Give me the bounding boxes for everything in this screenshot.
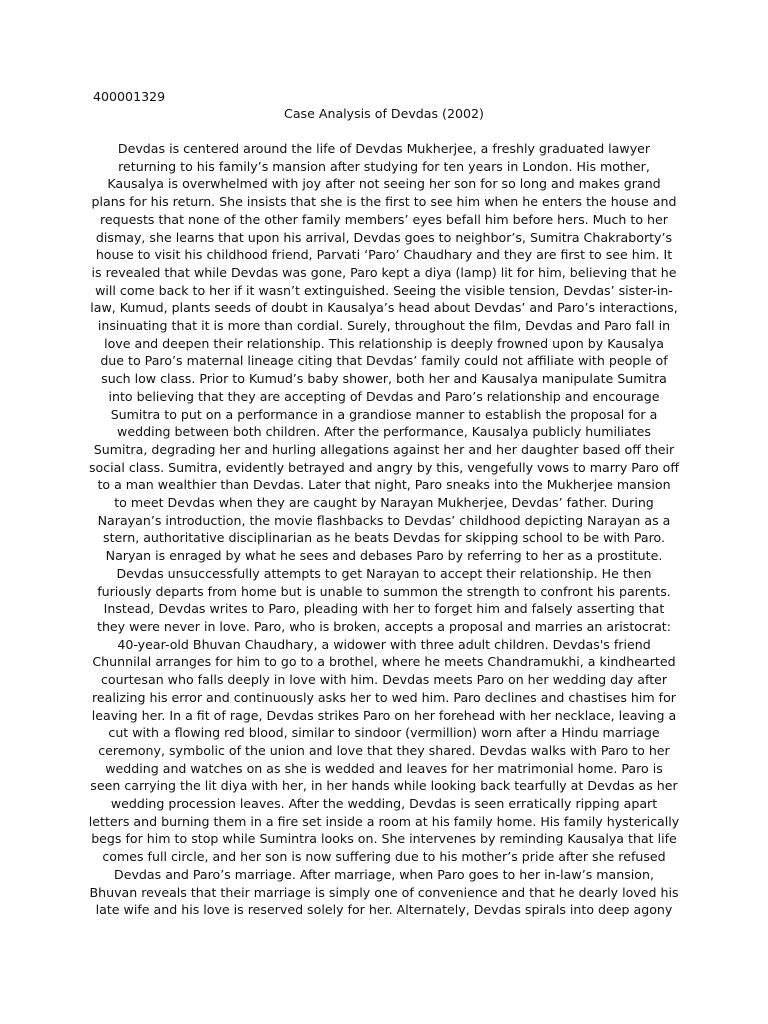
body-line: wedding between both children. After the performance, Kausalya publicly humiliates — [117, 424, 651, 440]
body-line: stern, authoritative disciplinarian as he beats Devdas for skipping school to be with Paro. — [103, 530, 665, 546]
body-line: furiously departs from home but is unable to summon the strength to confront his parents. — [97, 583, 671, 599]
body-line: to a man wealthier than Devdas. Later that night, Paro sneaks into the Mukherjee mansion — [97, 477, 671, 493]
body-line: returning to his family’s mansion after studying for ten years in London. His mother, — [118, 158, 650, 174]
body-line: wedding procession leaves. After the wedding, Devdas is seen erratically ripping apart — [110, 796, 658, 812]
body-line: ceremony, symbolic of the union and love that they shared. Devdas walks with Paro to her — [98, 742, 670, 758]
body-line: will come back to her if it wasn’t extinguished. Seeing the visible tension, Devdas’ sister-in- — [95, 282, 673, 298]
body-line: Devdas unsuccessfully attempts to get Narayan to accept their relationship. He then — [116, 565, 652, 581]
body-line: love and deepen their relationship. This relationship is deeply frowned upon by Kausalya — [104, 335, 664, 351]
body-line: courtesan who falls deeply in love with him. Devdas meets Paro on her wedding day after — [100, 672, 668, 688]
body-line: to meet Devdas when they are caught by Narayan Mukherjee, Devdas’ father. During — [114, 495, 654, 511]
body-line: Sumitra, degrading her and hurling allegations against her and her daughter based off their — [93, 441, 675, 457]
body-line: such low class. Prior to Kumud’s baby shower, both her and Kausalya manipulate Sumitra — [101, 371, 667, 387]
body-line: dismay, she learns that upon his arrival, Devdas goes to neighbor’s, Sumitra Chakraborty’s — [95, 229, 673, 245]
body-line: realizing his error and continuously asks her to wed him. Paro declines and chastises him for — [92, 689, 676, 705]
body-line: Instead, Devdas writes to Paro, pleading with her to forget him and falsely asserting that — [103, 601, 665, 617]
body-line: letters and burning them in a fire set inside a room at his family home. His family hysterically — [88, 813, 680, 829]
body-line: due to Paro’s maternal lineage citing that Devdas’ family could not affiliate with people of — [100, 353, 668, 369]
body-line: Kausalya is overwhelmed with joy after not seeing her son for so long and makes grand — [107, 176, 661, 192]
body-line: they were never in love. Paro, who is broken, accepts a proposal and marries an aristocrat: — [97, 618, 671, 634]
body-paragraph — [80, 140, 688, 919]
body-line: Narayan’s introduction, the movie flashbacks to Devdas’ childhood depicting Narayan as a — [97, 512, 671, 528]
body-line: comes full circle, and her son is now suffering due to his mother’s pride after she refused — [102, 849, 666, 865]
body-line: wedding and watches on as she is wedded and leaves for her matrimonial home. Paro is — [105, 760, 663, 776]
body-line: 40-year-old Bhuvan Chaudhary, a widower with three adult children. Devdas's friend — [117, 636, 651, 652]
body-line: cut with a flowing red blood, similar to sindoor (vermillion) worn after a Hindu marriage — [108, 725, 660, 741]
body-line: Bhuvan reveals that their marriage is simply one of convenience and that he dearly loved his — [89, 884, 679, 900]
body-line: seen carrying the lit diya with her, in her hands while looking back tearfully at Devdas as her — [90, 778, 678, 794]
body-line: Devdas and Paro’s marriage. After marriage, when Paro goes to her in-law’s mansion, — [114, 866, 654, 882]
student-id: 400001329 — [93, 89, 166, 104]
body-line: house to visit his childhood friend, Parvati ‘Paro’ Chaudhary and they are first to see him. It — [95, 247, 673, 263]
body-line: into believing that they are accepting of Devdas and Paro’s relationship and encourage — [108, 388, 660, 404]
body-line: insinuating that it is more than cordial. Surely, throughout the film, Devdas and Paro fall in — [97, 318, 671, 334]
body-line: law, Kumud, plants seeds of doubt in Kausalya’s head about Devdas’ and Paro’s interactions, — [90, 300, 678, 316]
body-line: begs for him to stop while Sumintra looks on. She intervenes by reminding Kausalya that life — [91, 831, 677, 847]
body-line: Naryan is enraged by what he sees and debases Paro by referring to her as a prostitute. — [105, 548, 663, 564]
document-title: Case Analysis of Devdas (2002) — [284, 106, 484, 121]
body-line: Chunnilal arranges for him to go to a brothel, where he meets Chandramukhi, a kindhearted — [92, 654, 676, 670]
body-line: Devdas is centered around the life of Devdas Mukherjee, a freshly graduated lawyer — [117, 141, 651, 156]
body-line: is revealed that while Devdas was gone, Paro kept a diya (lamp) lit for him, believing that he — [91, 264, 677, 280]
body-line: Sumitra to put on a performance in a grandiose manner to establish the proposal for a — [110, 406, 658, 422]
body-line: late wife and his love is reserved solely for her. Alternately, Devdas spirals into deep agony — [95, 902, 673, 918]
body-line: requests that none of the other family members’ eyes befall him before hers. Much to her — [100, 211, 668, 227]
body-line: leaving her. In a fit of rage, Devdas strikes Paro on her forehead with her necklace, leaving a — [91, 707, 677, 723]
body-line: social class. Sumitra, evidently betrayed and angry by this, vengefully vows to marry Paro off — [88, 459, 680, 475]
body-line: plans for his return. She insists that she is the first to see him when he enters the house and — [91, 194, 677, 210]
